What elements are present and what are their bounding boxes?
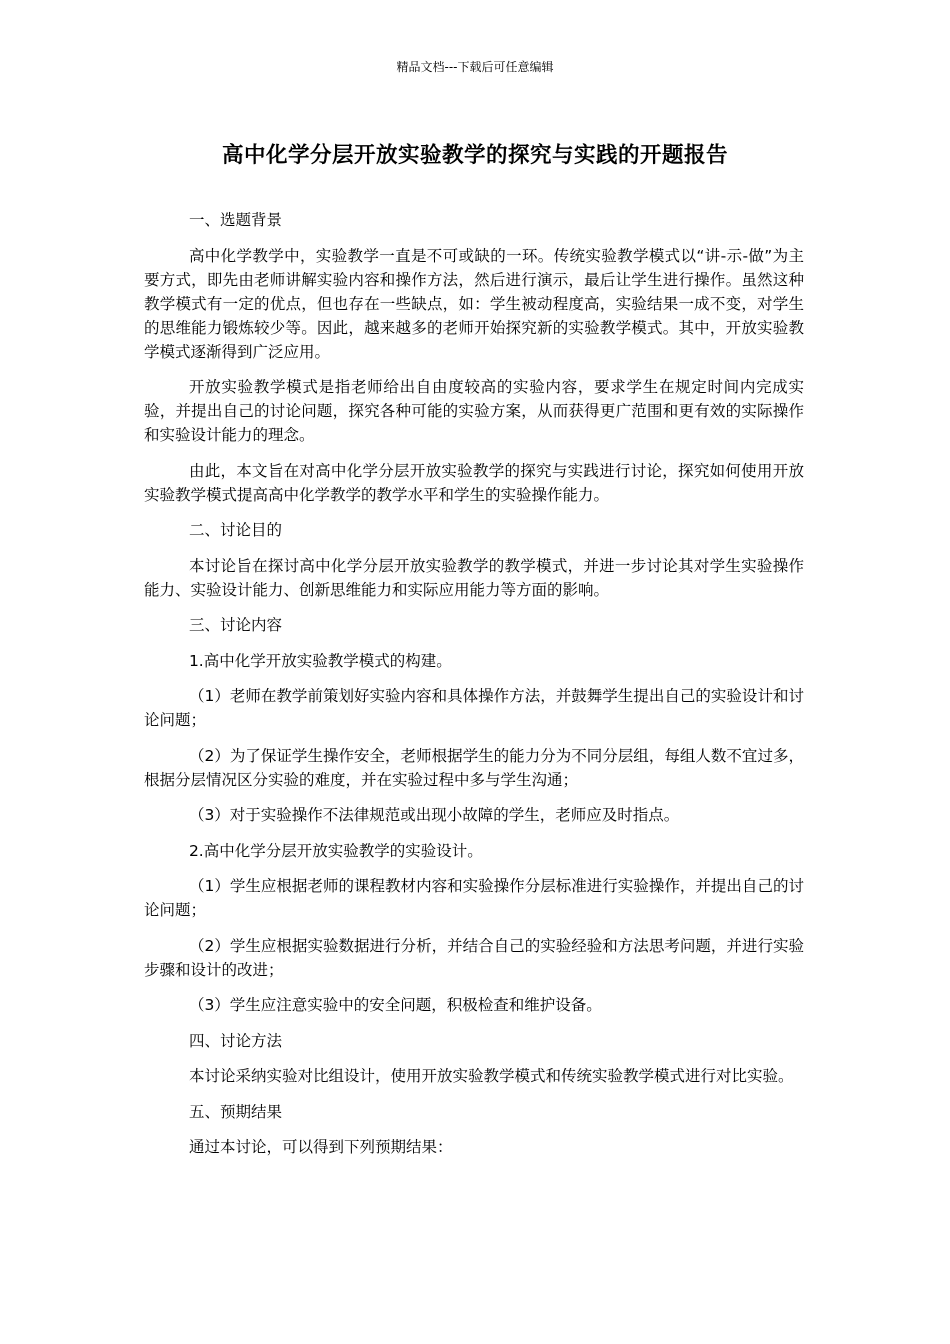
list-item-content-2-1: （1）学生应根据老师的课程教材内容和实验操作分层标准进行实验操作，并提出自己的讨论问题； [144,877,804,919]
document-title: 高中化学分层开放实验教学的探究与实践的开题报告 [221,143,728,168]
section-heading-background: 一、选题背景 [188,211,282,229]
section-heading-results: 五、预期结果 [188,1102,282,1121]
paragraph-purpose: 本讨论旨在探讨高中化学分层开放实验教学的教学模式，并进一步讨论其对学生实验操作能力、实验设计能力、创新思维能力和实际应用能力等方面的影响。 [144,556,804,599]
section-heading-content: 三、讨论内容 [188,616,282,634]
paragraph-background-3: 由此，本文旨在对高中化学分层开放实验教学的探究与实践进行讨论，探究如何使用开放实验教学模式提高高中化学教学的教学水平和学生的实验操作能力。 [144,461,804,504]
section-heading-method: 四、讨论方法 [188,1031,282,1050]
list-item-content-2-2: （2）学生应根据实验数据进行分析，并结合自己的实验经验和方法思考问题，并进行实验步骤和设计的改进； [144,936,804,979]
section-heading-purpose: 二、讨论目的 [188,521,282,539]
paragraph-method: 本讨论采纳实验对比组设计，使用开放实验教学模式和传统实验教学模式进行对比实验。 [188,1067,794,1085]
list-item-content-2-3: （3）学生应注意实验中的安全问题，积极检查和维护设备。 [188,996,602,1014]
page-header-note: 精品文档---下载后可任意编辑 [396,60,554,74]
paragraph-background-2: 开放实验教学模式是指老师给出自由度较高的实验内容，要求学生在规定时间内完成实验，并提出自己的讨论问题，探究各种可能的实验方案，从而获得更广范围和更有效的实际操作和实验设计能力的理念。 [144,378,804,444]
list-item-content-1-3: （3）对于实验操作不法律规范或出现小故障的学生，老师应及时指点。 [188,806,680,824]
subheading-content-2: 2.高中化学分层开放实验教学的实验设计。 [188,841,483,860]
list-item-content-1-2: （2）为了保证学生操作安全，老师根据学生的能力分为不同分层组，每组人数不宜过多，根据分层情况区分实验的难度，并在实验过程中多与学生沟通； [144,746,804,789]
document-body [144,208,804,1171]
subheading-content-1: 1.高中化学开放实验教学模式的构建。 [188,651,452,670]
paragraph-results-intro: 通过本讨论，可以得到下列预期结果： [188,1138,453,1156]
list-item-content-1-1: （1）老师在教学前策划好实验内容和具体操作方法，并鼓舞学生提出自己的实验设计和讨论问题； [144,687,804,729]
paragraph-background-1: 高中化学教学中，实验教学一直是不可或缺的一环。传统实验教学模式以“讲-示-做”为主要方式，即先由老师讲解实验内容和操作方法，然后进行演示，最后让学生进行操作。虽然这种教学模式有一定的优点，但也存在一些缺点，如：学生被动程度高，实验结果一成不变，对学生的思维能力锻炼较少等。因此，越来越多的老师开始探究新的实验教学模式。其中，开放实验教学模式逐渐得到广泛应用。 [144,246,804,361]
